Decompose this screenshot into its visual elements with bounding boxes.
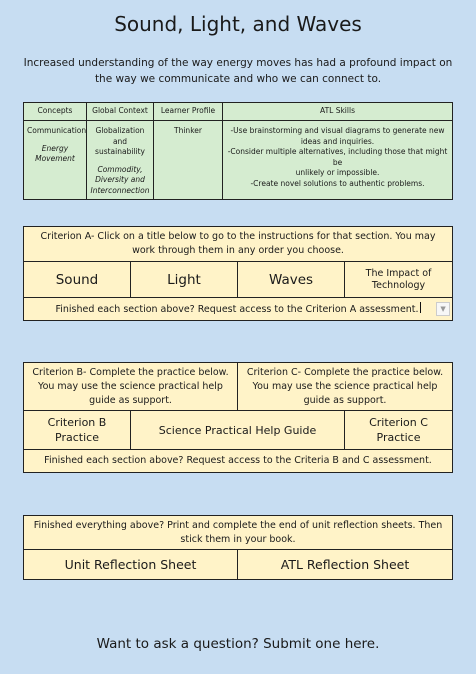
impact-of-technology-link[interactable]: The Impact of Technology	[345, 262, 453, 298]
criterion-bc-finish[interactable]: Finished each section above? Request access to the Criteria B and C assessment.	[24, 450, 453, 473]
criterion-c-instructions: Criterion C- Complete the practice below. You may use the science practical help guide as support.	[238, 363, 453, 411]
criterion-a-finish-text: Finished each section above? Request access to the Criterion A assessment.	[55, 303, 419, 315]
reflection-instructions: Finished everything above? Print and complete the end of unit reflection sheets. Then stick them in your book.	[24, 516, 453, 550]
atl-skills-cell	[223, 121, 453, 200]
global-context-sub: Interconnection	[90, 185, 150, 195]
page-title: Sound, Light, and Waves	[114, 12, 362, 36]
dropdown-arrow-icon[interactable]: ▼	[436, 302, 450, 316]
intro-text: Increased understanding of the way energy moves has had a profound impact on the way we communicate and who we can connect to.	[23, 57, 453, 85]
criterion-bc-panel	[23, 362, 453, 473]
ask-question-link[interactable]: Want to ask a question? Submit one here.	[96, 636, 380, 652]
concepts-cell	[24, 121, 87, 200]
criterion-a-finish[interactable]	[24, 298, 453, 321]
criterion-a-panel	[23, 226, 453, 321]
global-context-main: sustainability	[95, 147, 145, 156]
key-concept: Communication	[27, 126, 87, 135]
sound-link[interactable]: Sound	[24, 262, 131, 298]
related-concept: Energy	[41, 143, 69, 153]
header-learner-profile: Learner Profile	[154, 103, 223, 121]
criterion-c-practice-link[interactable]: Criterion C Practice	[345, 411, 453, 450]
header-concepts: Concepts	[24, 103, 87, 121]
light-link[interactable]: Light	[131, 262, 238, 298]
criterion-b-practice-link[interactable]: Criterion B Practice	[24, 411, 131, 450]
criterion-a-instructions: Criterion A- Click on a title below to go to the instructions for that section. You may work through them in any order you choose.	[24, 227, 453, 262]
global-context-cell	[87, 121, 154, 200]
global-context-sub: Diversity and	[95, 175, 145, 184]
reflection-panel	[23, 515, 453, 580]
atl-reflection-sheet-link[interactable]: ATL Reflection Sheet	[238, 550, 453, 580]
header-global-context: Global Context	[87, 103, 154, 121]
concepts-table	[23, 102, 453, 200]
science-practical-help-guide-link[interactable]: Science Practical Help Guide	[131, 411, 345, 450]
header-atl-skills: ATL Skills	[223, 103, 453, 121]
atl-skill-line: -Create novel solutions to authentic problems.	[250, 178, 425, 188]
atl-skill-line: -Consider multiple alternatives, including those that might be	[227, 147, 448, 167]
atl-skill-line: ideas and inquiries.	[300, 136, 375, 146]
text-cursor	[420, 302, 421, 313]
related-concept: Movement	[35, 154, 75, 163]
atl-skill-line: -Use brainstorming and visual diagrams to generate new	[230, 126, 445, 135]
atl-skill-line: unlikely or impossible.	[295, 168, 380, 177]
unit-reflection-sheet-link[interactable]: Unit Reflection Sheet	[24, 550, 238, 580]
global-context-main: Globalization and	[95, 126, 145, 146]
waves-link[interactable]: Waves	[238, 262, 345, 298]
learner-profile-cell: Thinker	[154, 121, 223, 200]
criterion-b-instructions: Criterion B- Complete the practice below. You may use the science practical help guide as support.	[24, 363, 238, 411]
global-context-sub: Commodity,	[97, 164, 143, 174]
